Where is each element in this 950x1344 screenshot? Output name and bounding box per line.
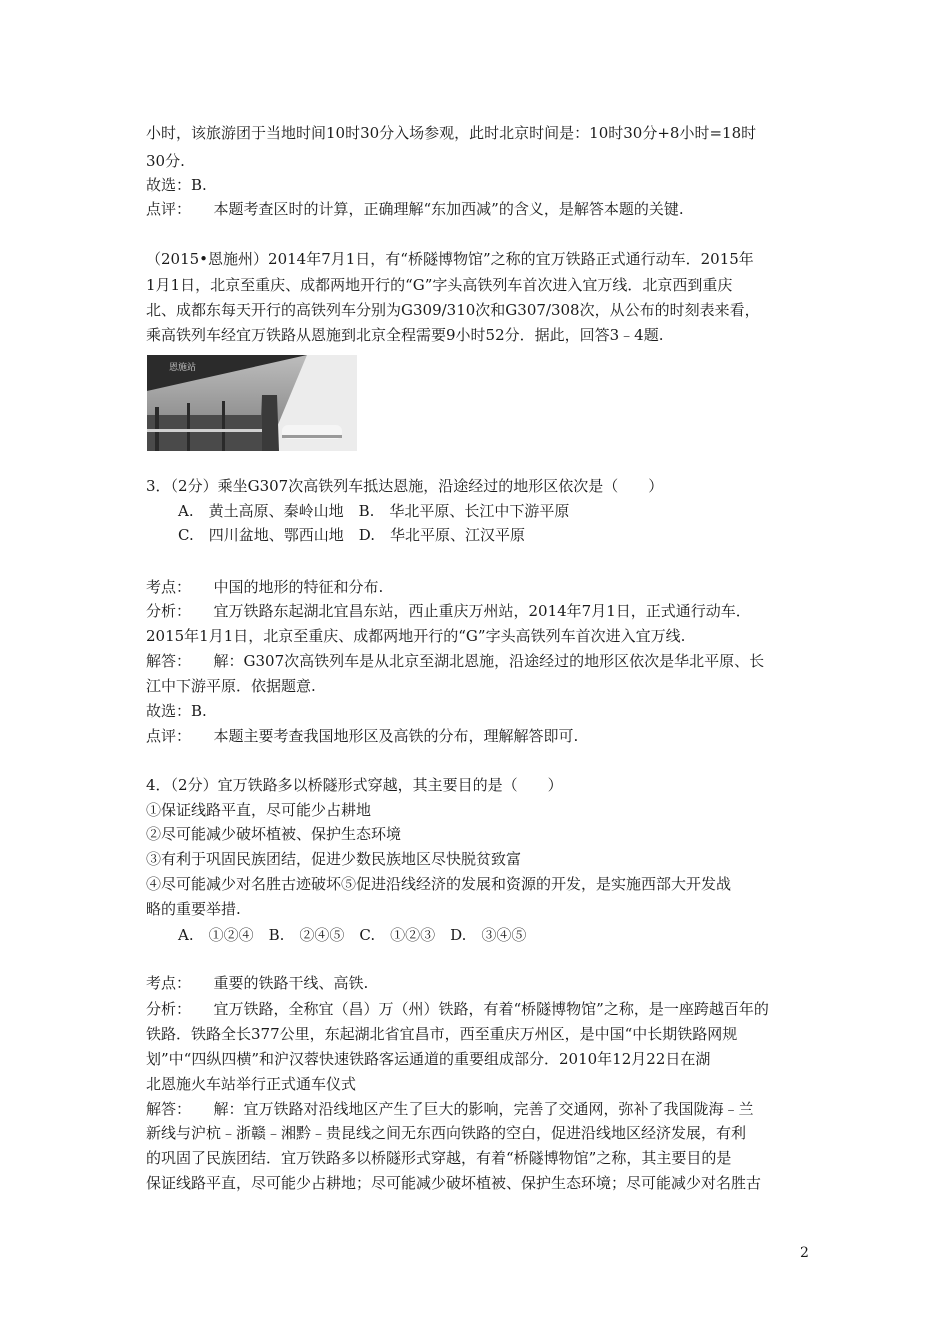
question-3: 3．（2分）乘坐G307次高铁列车抵达恩施，沿途经过的地形区依次是（ ）: [146, 477, 664, 495]
text-line: 北恩施火车站举行正式通车仪式: [146, 1075, 357, 1093]
text-line: 解答： 解：G307次高铁列车是从北京至湖北恩施，沿途经过的地形区依次是华北平原、长: [146, 652, 765, 670]
text-line: 北、成都东每天开行的高铁列车分别为G309/310次和G307/308次，从公布的时刻表来看，: [146, 301, 760, 319]
text-line: 小时，该旅游团于当地时间10时30分入场参观，此时北京时间是：10时30分+8小时=18时: [146, 124, 757, 142]
text-line: 新线与沪杭﹣浙赣﹣湘黔﹣贵昆线之间无东西向铁路的空白，促进沿线地区经济发展，有利: [146, 1124, 747, 1142]
text-line: 故选：B.: [146, 702, 207, 720]
question-4-options: A. ①②④ B. ②④⑤ C. ①②③ D. ③④⑤: [178, 926, 527, 944]
text-line: 故选：B.: [146, 176, 207, 194]
text-line: 考点： 重要的铁路干线、高铁.: [146, 974, 369, 992]
question-4-item: 略的重要举措.: [146, 900, 241, 918]
page-number: 2: [800, 1245, 809, 1261]
station-sign-text: 恩施站: [169, 363, 197, 373]
text-line: 的巩固了民族团结．宜万铁路多以桥隧形式穿越，有着“桥隧博物馆”之称，其主要目的是: [146, 1149, 732, 1167]
text-line: （2015•恩施州）2014年7月1日，有“桥隧博物馆”之称的宜万铁路正式通行动车．2015年: [146, 250, 754, 268]
text-line: 保证线路平直，尽可能少占耕地；尽可能减少破坏植被、保护生态环境；尽可能减少对名胜古: [146, 1174, 762, 1192]
text-line: 考点： 中国的地形的特征和分布.: [146, 578, 384, 596]
text-line: 分析： 宜万铁路，全称宜（昌）万（州）铁路，有着“桥隧博物馆”之称，是一座跨越百年的: [146, 1000, 769, 1018]
text-line: 1月1日，北京至重庆、成都两地开行的“G”字头高铁列车首次进入宜万线．北京西到重庆: [146, 276, 733, 294]
text-line: 点评： 本题考查区时的计算，正确理解“东加西减”的含义，是解答本题的关键.: [146, 200, 684, 218]
question-4: 4．（2分）宜万铁路多以桥隧形式穿越，其主要目的是（ ）: [146, 776, 563, 794]
station-photo: [147, 355, 357, 451]
text-line: 点评： 本题主要考查我国地形区及高铁的分布，理解解答即可.: [146, 727, 579, 745]
question-3-options-cd: C. 四川盆地、鄂西山地 D. 华北平原、江汉平原: [178, 526, 525, 544]
text-line: 30分.: [146, 152, 185, 170]
question-3-options-ab: A. 黄土高原、秦岭山地 B. 华北平原、长江中下游平原: [178, 502, 570, 520]
text-line: 解答： 解：宜万铁路对沿线地区产生了巨大的影响，完善了交通网，弥补了我国陇海﹣兰: [146, 1100, 754, 1118]
question-4-item: ②尽可能减少破坏植被、保护生态环境: [146, 825, 402, 843]
question-4-item: ①保证线路平直，尽可能少占耕地: [146, 801, 372, 819]
text-line: 2015年1月1日，北京至重庆、成都两地开行的“G”字头高铁列车首次进入宜万线.: [146, 627, 686, 645]
text-line: 江中下游平原．依据题意.: [146, 677, 316, 695]
question-4-item: ③有利于巩固民族团结，促进少数民族地区尽快脱贫致富: [146, 850, 522, 868]
question-4-item: ④尽可能减少对名胜古迹破坏⑤促进沿线经济的发展和资源的开发，是实施西部大开发战: [146, 875, 732, 893]
text-line: 乘高铁列车经宜万铁路从恩施到北京全程需要9小时52分．据此，回答3﹣4题.: [146, 326, 664, 344]
text-line: 划”中“四纵四横”和沪汉蓉快速铁路客运通道的重要组成部分．2010年12月22日在湖: [146, 1050, 711, 1068]
text-line: 分析： 宜万铁路东起湖北宜昌东站，西止重庆万州站，2014年7月1日，正式通行动车．: [146, 602, 751, 620]
text-line: 铁路．铁路全长377公里，东起湖北省宜昌市，西至重庆万州区，是中国“中长期铁路网规: [146, 1025, 738, 1043]
